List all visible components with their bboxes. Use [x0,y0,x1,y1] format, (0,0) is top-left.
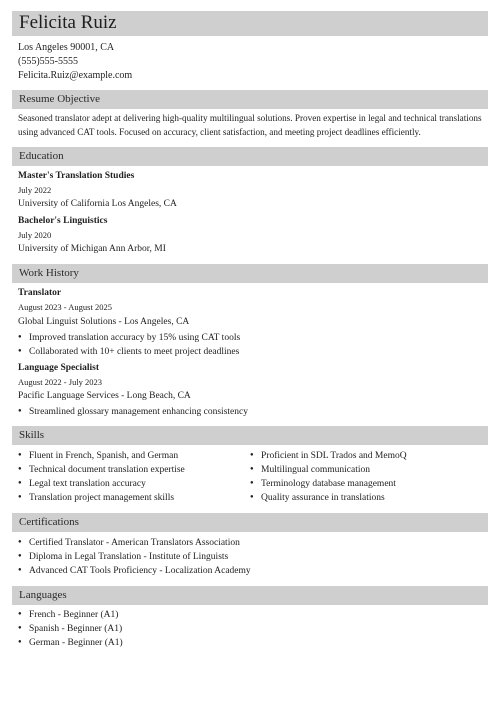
skill-text: Technical document translation expertise [29,465,185,475]
bullet-icon: ● [18,466,22,472]
certification-item [18,563,251,578]
bullet-icon: ● [250,480,254,486]
bullet-icon: ● [18,553,22,559]
skill-text: Terminology database management [261,479,396,489]
objective-text: Seasoned translator adept at delivering high-quality multilingual solutions. Proven expertise in legal and technical translations using advanced CAT tools. Focused on accuracy, client satisfaction, and meeting project deadlines efficiently. [18,113,482,137]
job-dates: August 2022 - July 2023 [18,377,103,387]
section-header-languages [12,586,488,605]
skill-text: Multilingual communication [261,465,370,475]
contact-email: Felicita.Ruiz@example.com [18,70,133,81]
job-company: Pacific Language Services - Long Beach, CA [18,391,191,401]
education-school: University of California Los Angeles, CA [18,199,177,209]
education-date: July 2020 [18,230,52,240]
list-item-text: Improved translation accuracy by 15% using CAT tools [29,333,241,343]
job-dates: August 2023 - August 2025 [18,302,112,312]
skill-item [18,448,178,463]
bullet-icon: ● [18,539,22,545]
skill-item [250,490,385,505]
education-degree: Bachelor's Linguistics [18,216,108,226]
language-item [18,635,123,650]
section-header-work [12,264,488,283]
bullet-icon: ● [250,466,254,472]
skill-item [18,476,146,491]
bullet-icon: ● [18,625,22,631]
bullet-icon: ● [18,480,22,486]
skill-text: Quality assurance in translations [261,493,385,503]
skill-text: Translation project management skills [29,493,175,503]
language-text: German - Beginner (A1) [29,638,123,648]
education-date: July 2022 [18,185,52,195]
education-degree: Master's Translation Studies [18,171,135,181]
section-header-objective [12,90,488,109]
bullet-icon: ● [18,348,22,354]
certification-text: Certified Translator - American Translators Association [29,538,240,548]
section-title: Certifications [19,516,79,528]
list-item-text: Streamlined glossary management enhancing consistency [29,407,248,417]
candidate-name: Felicita Ruiz [19,12,117,33]
skill-item [250,448,407,463]
name-band [12,11,488,36]
language-item [18,607,118,622]
education-school: University of Michigan Ann Arbor, MI [18,244,166,254]
bullet-icon: ● [18,452,22,458]
section-header-certifications [12,513,488,532]
bullet-icon: ● [18,639,22,645]
bullet-icon: ● [18,567,22,573]
list-item-text: Collaborated with 10+ clients to meet project deadlines [29,347,240,357]
list-item [18,404,248,419]
certification-text: Advanced CAT Tools Proficiency - Localization Academy [29,566,251,576]
bullet-icon: ● [18,334,22,340]
skill-item [18,462,185,477]
bullet-icon: ● [250,494,254,500]
skill-text: Fluent in French, Spanish, and German [29,451,179,461]
list-item [18,344,239,359]
language-text: Spanish - Beginner (A1) [29,624,123,634]
section-title: Resume Objective [19,93,100,105]
skill-item [18,490,174,505]
bullet-icon: ● [250,452,254,458]
section-title: Languages [19,589,67,601]
certification-text: Diploma in Legal Translation - Institute of Linguists [29,552,229,562]
section-header-education [12,147,488,166]
certification-item [18,535,240,550]
skill-item [250,476,396,491]
job-title: Language Specialist [18,363,100,373]
skill-text: Legal text translation accuracy [29,479,146,489]
section-title: Skills [19,429,45,441]
skill-text: Proficient in SDL Trados and MemoQ [261,451,407,461]
bullet-icon: ● [18,408,22,414]
language-item [18,621,122,636]
contact-phone: (555)555-5555 [18,56,78,67]
list-item [18,330,240,345]
section-header-skills [12,426,488,445]
bullet-icon: ● [18,494,22,500]
skill-item [250,462,370,477]
certification-item [18,549,228,564]
job-title: Translator [18,288,62,298]
language-text: French - Beginner (A1) [29,610,119,620]
job-company: Global Linguist Solutions - Los Angeles, CA [18,317,190,327]
bullet-icon: ● [18,611,22,617]
section-title: Work History [19,267,79,279]
contact-address: Los Angeles 90001, CA [18,42,115,53]
section-title: Education [19,150,64,162]
